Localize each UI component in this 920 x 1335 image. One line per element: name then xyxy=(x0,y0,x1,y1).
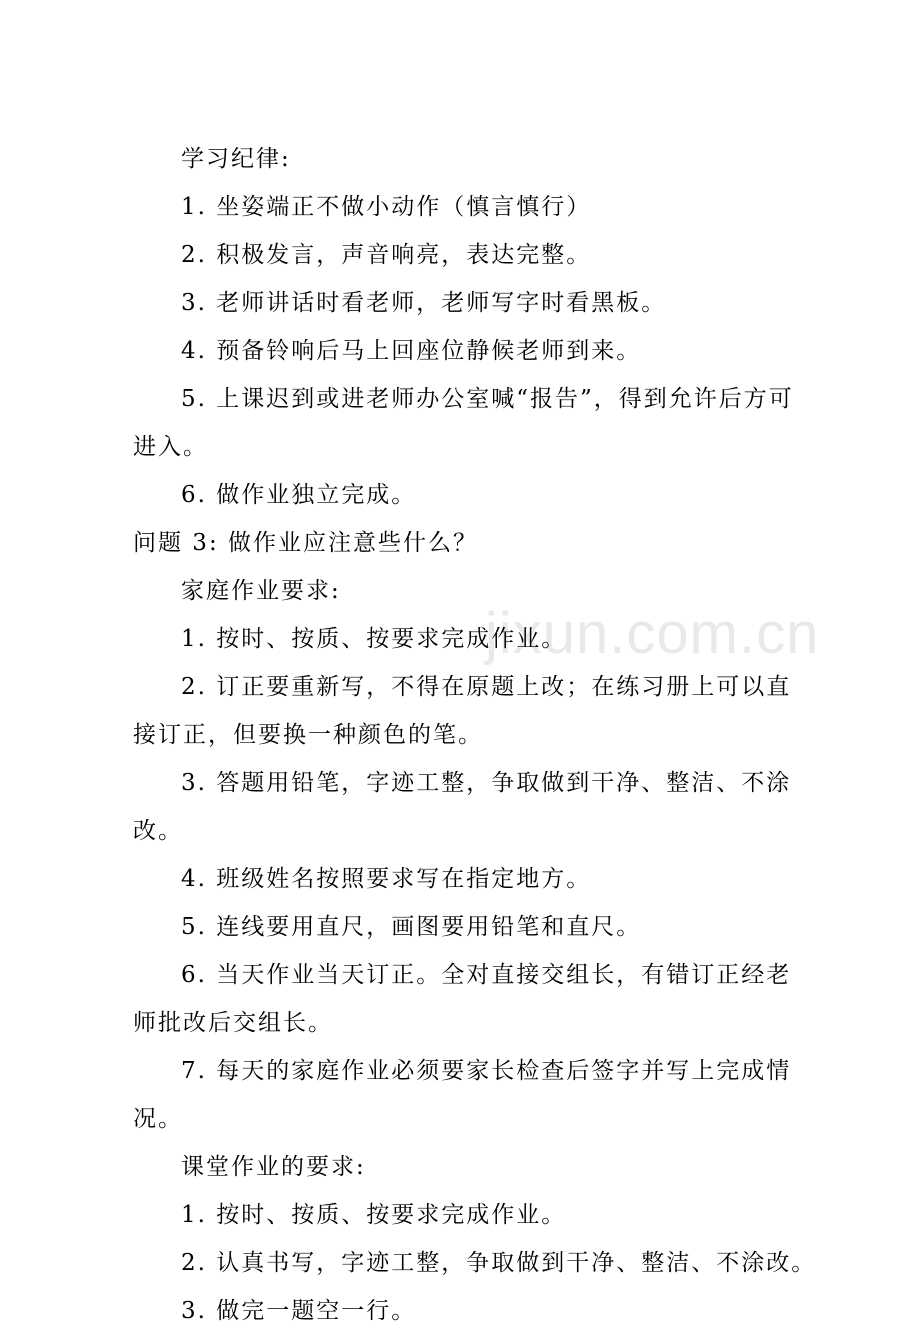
document-body xyxy=(133,135,817,1335)
list-item: 7. 每天的家庭作业必须要家长检查后签字并写上完成情 xyxy=(181,1058,792,1084)
list-item: 6. 做作业独立完成。 xyxy=(181,482,417,508)
section-heading-classwork: 课堂作业的要求: xyxy=(181,1154,366,1180)
list-item: 1. 按时、按质、按要求完成作业。 xyxy=(181,1202,567,1228)
list-item: 1. 按时、按质、按要求完成作业。 xyxy=(181,626,567,652)
section-heading-discipline: 学习纪律: xyxy=(181,146,291,172)
list-item: 2. 积极发言，声音响亮，表达完整。 xyxy=(181,242,592,268)
list-item-continuation: 接订正，但要换一种颜色的笔。 xyxy=(133,722,483,748)
list-item-continuation: 进入。 xyxy=(133,434,208,460)
question-heading: 问题 3: 做作业应注意些什么？ xyxy=(133,530,479,556)
list-item-continuation: 改。 xyxy=(133,818,183,844)
list-item: 2. 认真书写，字迹工整，争取做到干净、整洁、不涂改。 xyxy=(181,1250,817,1276)
list-item: 6. 当天作业当天订正。全对直接交组长，有错订正经老 xyxy=(181,962,792,988)
list-item: 1. 坐姿端正不做小动作（慎言慎行） xyxy=(181,194,592,220)
watermark: jixun.com.cn xyxy=(485,601,820,666)
list-item-continuation: 况。 xyxy=(133,1106,183,1132)
list-item: 4. 班级姓名按照要求写在指定地方。 xyxy=(181,866,592,892)
section-heading-homework: 家庭作业要求: xyxy=(181,578,341,604)
list-item: 3. 做完一题空一行。 xyxy=(181,1298,417,1324)
list-item: 4. 预备铃响后马上回座位静候老师到来。 xyxy=(181,338,642,364)
list-item-continuation: 师批改后交组长。 xyxy=(133,1010,333,1036)
list-item: 2. 订正要重新写，不得在原题上改；在练习册上可以直 xyxy=(181,674,792,700)
list-item: 5. 上课迟到或进老师办公室喊“报告”，得到允许后方可 xyxy=(181,386,794,412)
list-item: 5. 连线要用直尺，画图要用铅笔和直尺。 xyxy=(181,914,642,940)
list-item: 3. 答题用铅笔，字迹工整，争取做到干净、整洁、不涂 xyxy=(181,770,792,796)
list-item: 3. 老师讲话时看老师，老师写字时看黑板。 xyxy=(181,290,667,316)
